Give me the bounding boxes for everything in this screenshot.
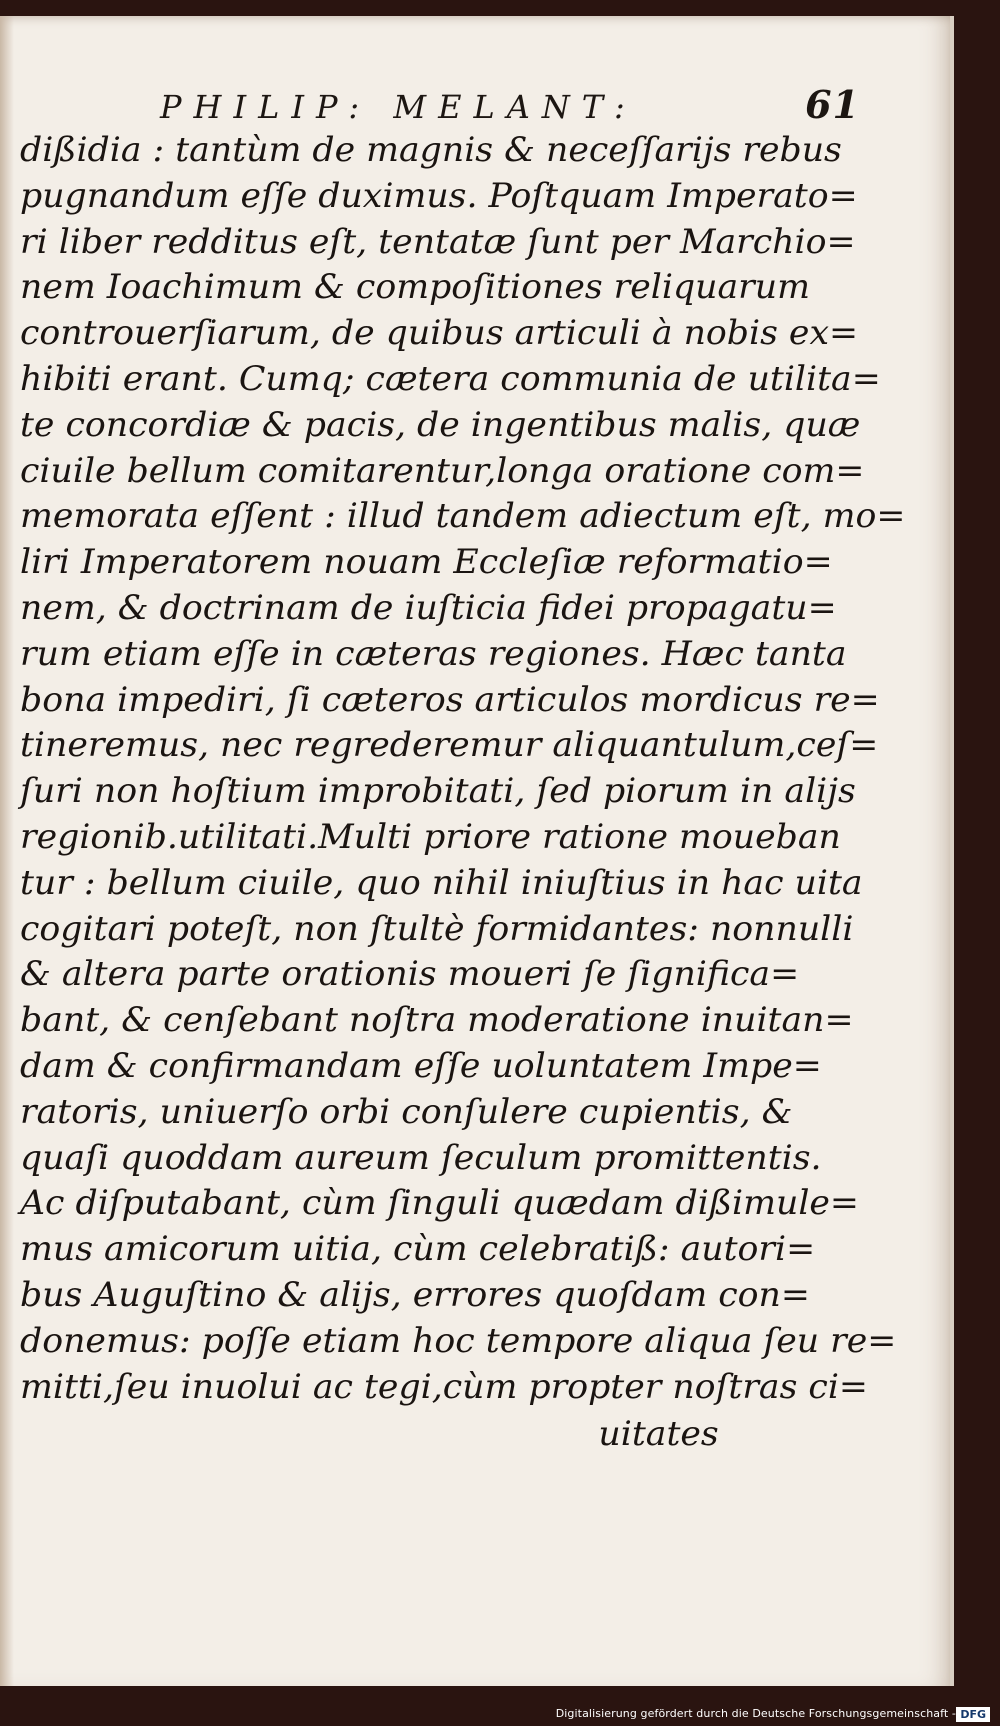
text-line: ciuile bellum comitarentur,longa oratione com=: [20, 450, 865, 491]
text-line: quaſi quoddam aureum ſeculum promittentis.: [20, 1137, 822, 1178]
text-line: nem, & doctrinam de iuſticia fidei propagatu=: [20, 587, 837, 628]
dfg-logo: DFG: [956, 1707, 990, 1722]
funding-note: Digitalisierung gefördert durch die Deutsche Forschungsgemeinschaft -: [555, 1707, 956, 1720]
text-line: pugnandum eſſe duximus. Poſtquam Imperato=: [20, 175, 858, 216]
running-head: PHILIP: MELANT:: [160, 88, 637, 126]
text-line: tineremus, nec regrederemur aliquantulum,ceſ=: [20, 725, 879, 766]
text-line: dißidia : tantùm de magnis & neceſſarijs rebus: [20, 130, 842, 170]
text-line: memorata eſſent : illud tandem adiectum eſt, mo=: [20, 496, 906, 537]
catchword: uitates: [598, 1414, 719, 1455]
book-page: [0, 16, 954, 1686]
page-number: 61: [805, 82, 860, 127]
text-line: donemus: poſſe etiam hoc tempore aliqua ſeu re=: [20, 1320, 897, 1361]
footer-band: [0, 1686, 1000, 1726]
body-text: [20, 128, 906, 1458]
text-line: hibiti erant. Cumq; cætera communia de utilita=: [20, 358, 881, 399]
text-line: mus amicorum uitia, cùm celebratiß: autori=: [20, 1229, 816, 1270]
text-line: bus Auguſtino & alijs, errores quoſdam con=: [20, 1274, 810, 1315]
text-line: ratoris, uniuerſo orbi conſulere cupientis, &: [20, 1091, 793, 1132]
text-line: bant, & cenſebant noſtra moderatione inuitan=: [20, 1000, 854, 1041]
text-line: cogitari poteſt, non ſtultè formidantes: nonnulli: [20, 908, 854, 949]
text-line: dam & confirmandam eſſe uoluntatem Impe=: [20, 1045, 822, 1086]
text-line: tur : bellum ciuile, quo nihil iniuſtius in hac uita: [20, 862, 863, 903]
text-line: bona impediri, ſi cæteros articulos mordicus re=: [20, 679, 880, 720]
text-line: te concordiæ & pacis, de ingentibus malis, quæ: [20, 404, 861, 445]
page-header: [160, 82, 860, 127]
text-line: regionib.utilitati.Multi priore ratione moueban: [20, 816, 841, 857]
text-line: Ac diſputabant, cùm ſinguli quædam dißimule=: [20, 1183, 859, 1224]
text-line: controuerſiarum, de quibus articuli à nobis ex=: [20, 313, 859, 354]
text-line: & altera parte orationis moueri ſe ſignifica=: [20, 954, 800, 995]
text-line: rum etiam eſſe in cæteras regiones. Hæc tanta: [20, 633, 847, 674]
text-line: ri liber redditus eſt, tentatæ ſunt per Marchio=: [20, 221, 856, 262]
text-line: nem Ioachimum & compoſitiones reliquarum: [20, 267, 810, 308]
text-line: mitti,ſeu inuolui ac tegi,cùm propter noſtras ci=: [20, 1366, 868, 1407]
text-line: liri Imperatorem nouam Eccleſiæ reformatio=: [20, 542, 833, 583]
text-line: ſuri non hoſtium improbitati, ſed piorum in alijs: [20, 771, 856, 812]
